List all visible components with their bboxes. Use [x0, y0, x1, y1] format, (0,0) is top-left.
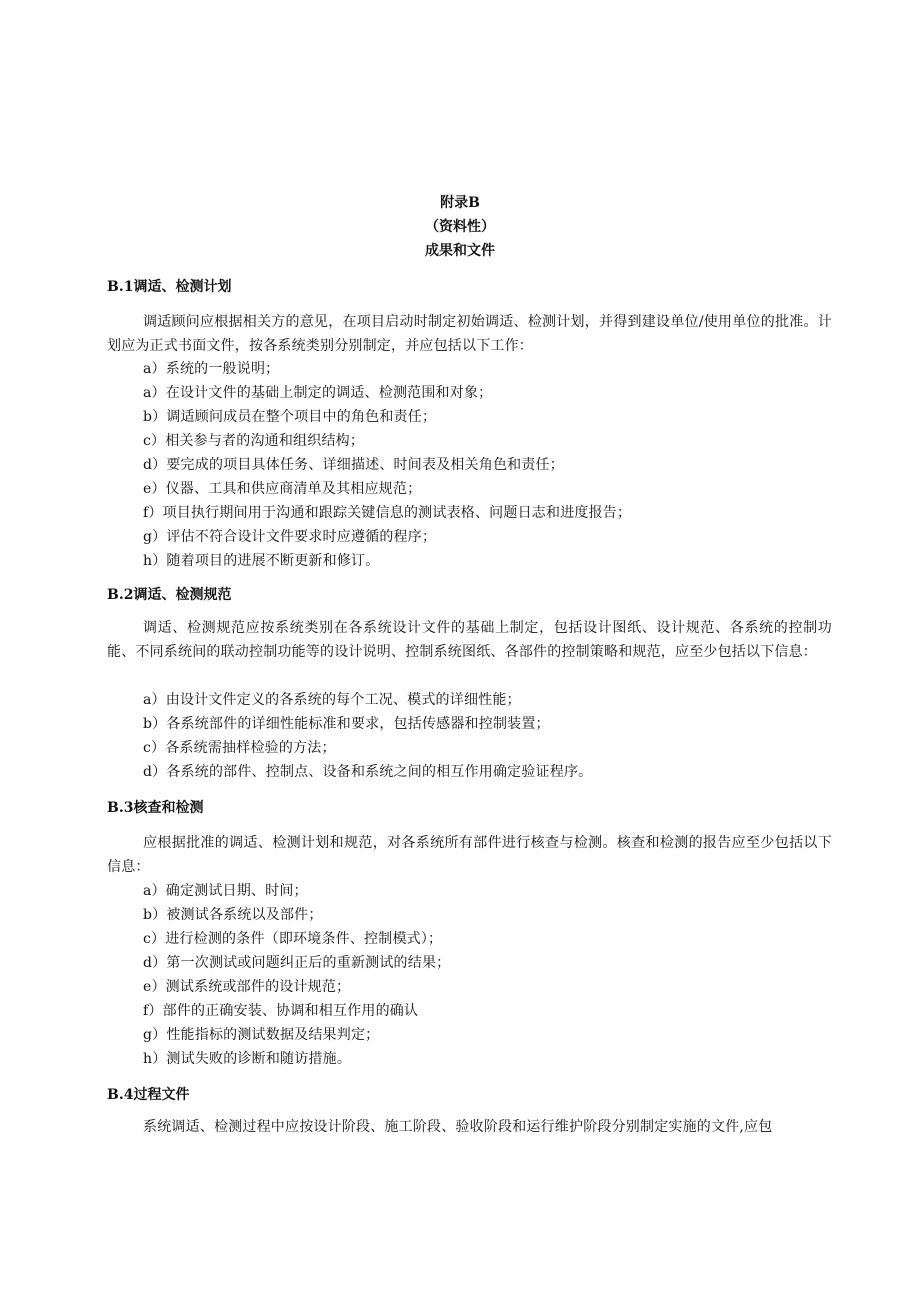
list-item: g）性能指标的测试数据及结果判定；: [143, 1027, 380, 1043]
section-paragraph-b2: 调适、检测规范应按系统类别在各系统设计文件的基础上制定，包括设计图纸、设计规范、各系统的控制功能、不同系统间的联动控制功能等的设计说明、控制系统图纸、各部件的控制策略和规范，应至少包括以下信息：: [107, 620, 832, 660]
section-paragraph-b1: 调适顾问应根据相关方的意见，在项目启动时制定初始调适、检测计划，并得到建设单位/使用单位的批准。计划应为正式书面文件，按各系统类别分别制定，并应包括以下工作：: [107, 314, 832, 354]
list-item: e）仪器、工具和供应商清单及其相应规范；: [143, 481, 422, 497]
list-item: b）被测试各系统以及部件；: [143, 907, 323, 923]
list-item: a）系统的一般说明；: [143, 361, 280, 377]
appendix-heading: 成果和文件: [425, 243, 495, 259]
list-item: h）测试失败的诊断和随访措施。: [143, 1051, 352, 1067]
section-heading-b2: B.2调适、检测规范: [107, 587, 232, 603]
section-heading-b4: B.4过程文件: [107, 1087, 190, 1103]
section-paragraph-b4: 系统调适、检测过程中应按设计阶段、施工阶段、验收阶段和运行维护阶段分别制定实施的文件,应包: [143, 1119, 773, 1135]
list-item: h）随着项目的进展不断更新和修订。: [143, 553, 380, 569]
list-item: c）进行检测的条件（即环境条件、控制模式）；: [143, 931, 443, 947]
list-item: a）由设计文件定义的各系统的每个工况、模式的详细性能；: [143, 692, 521, 708]
section-heading-b3: B.3核查和检测: [107, 800, 204, 816]
list-item: e）测试系统或部件的设计规范；: [143, 979, 351, 995]
section-heading-b1: B.1调适、检测计划: [107, 279, 232, 295]
list-item: g）评估不符合设计文件要求时应遵循的程序；: [143, 529, 437, 545]
list-item: c）各系统需抽样检验的方法；: [143, 740, 336, 756]
list-item: d）要完成的项目具体任务、详细描述、时间表及相关角色和责任；: [143, 457, 564, 473]
list-item: f）项目执行期间用于沟通和跟踪关键信息的测试表格、问题日志和进度报告；: [143, 505, 632, 521]
list-item: b）各系统部件的详细性能标准和要求，包括传感器和控制装置；: [143, 716, 550, 732]
appendix-title: 附录B: [440, 195, 480, 211]
list-item: d）第一次测试或问题纠正后的重新测试的结果；: [143, 955, 451, 971]
list-item: f）部件的正确安装、协调和相互作用的确认: [143, 1003, 419, 1019]
section-paragraph-b3: 应根据批准的调适、检测计划和规范，对各系统所有部件进行核查与检测。核查和检测的报告应至少包括以下信息：: [107, 835, 832, 875]
appendix-subtitle: （资料性）: [425, 219, 495, 235]
list-item: b）调适顾问成员在整个项目中的角色和责任；: [143, 409, 437, 425]
list-item: a）在设计文件的基础上制定的调适、检测范围和对象；: [143, 385, 493, 401]
list-item: c）相关参与者的沟通和组织结构；: [143, 433, 365, 449]
list-item: a）确定测试日期、时间；: [143, 883, 308, 899]
list-item: d）各系统的部件、控制点、设备和系统之间的相互作用确定验证程序。: [143, 764, 593, 780]
